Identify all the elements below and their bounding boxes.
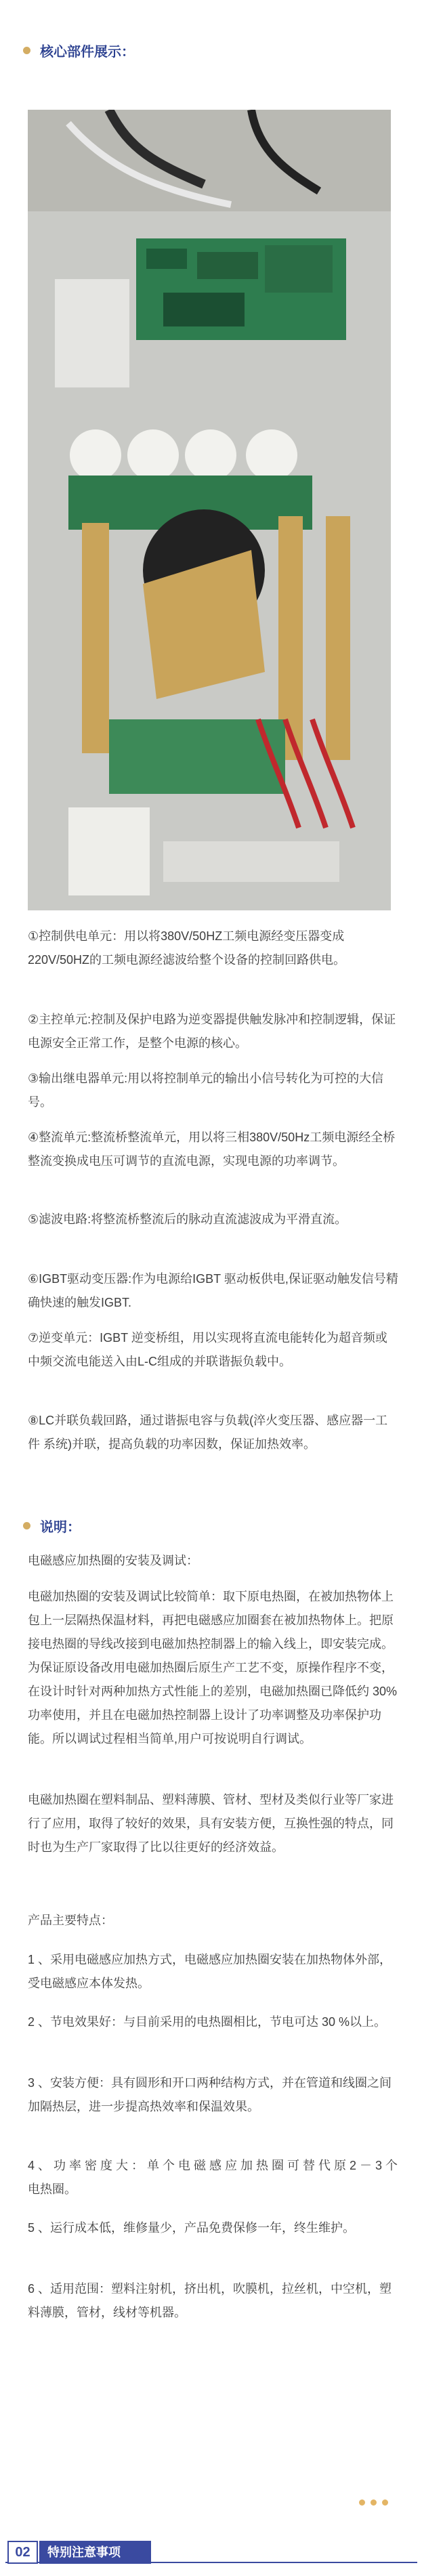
unit-6-text: ⑥IGBT驱动变压器:作为电源给IGBT 驱动板供电,保证驱动触发信号精确快速的触发IGBT. — [28, 1272, 398, 1309]
section-title: 核心部件展示： — [40, 45, 135, 60]
feature-4: 4 、 功 率 密 度 大 ： 单 个 电 磁 感 应 加 热 圈 可 替 代 原 2 － 3 个电热圈。 — [28, 2159, 398, 2196]
notes-install-text: 电磁加热圈的安装及调试比较简单：取下原电热圈，在被加热物体上包上一层隔热保温材料，再把电磁感应加圈套在被加热物体上。把原接电热圈的导线改接到电磁加热控制器上的输入线上，即安装完成。 为保证原设备改用电磁加热圈后原生产工艺不变，原操作程序不变，在设计时针对两种加热方式性能上的差别，电磁加热圈已降低约 30% 功率使用，并且在电磁加热控制器上设计了功率调整及功率保护功能。所以调试过程相当简单,用户可按说明自行调试。 — [28, 1590, 398, 1746]
footer-section-label: 特别注意事项 — [39, 2541, 151, 2564]
section-core-parts-header — [23, 41, 135, 60]
unit-4-text: ④整流单元:整流桥整流单元，用以将三相380V/50Hz工频电源经全桥整流变换成电压可调节的直流电源，实现电源的功率调节。 — [28, 1131, 396, 1168]
decorative-dots — [359, 2499, 388, 2506]
unit-2-text: ②主控单元:控制及保护电路为逆变器提供触发脉冲和控制逻辑，保证电源安全正常工作，是整个电源的核心。 — [28, 1013, 396, 1050]
unit-1-text: ①控制供电单元：用以将380V/50HZ工频电源经变压器变成220V/50HZ的工频电源经滤波给整个设备的控制回路供电。 — [28, 929, 346, 967]
features-title: 产品主要特点： — [28, 1914, 113, 1927]
footer-section-number: 02 — [7, 2541, 38, 2564]
feature-1: 1 、采用电磁感应加热方式，电磁感应加热圈安装在加热物体外部，受电磁感应本体发热。 — [28, 1953, 392, 1990]
notes-heading: 电磁感应加热圈的安装及调试： — [28, 1554, 198, 1567]
section-notes-header — [23, 1516, 81, 1536]
section-title: 说明： — [40, 1520, 81, 1535]
unit-8-text: ⑧LC并联负载回路，通过谐振电容与负载(淬火变压器、感应器一工件 系统)并联，提高负载的功率因数，保证加热效率。 — [28, 1414, 388, 1451]
board-illustration — [28, 110, 391, 910]
feature-5: 5 、运行成本低，维修量少，产品免费保修一年，终生维护。 — [28, 2221, 356, 2235]
unit-5-text: ⑤滤波电路:将整流桥整流后的脉动直流滤波成为平滑直流。 — [28, 1212, 347, 1226]
bullet-dot-icon — [23, 47, 30, 54]
feature-3: 3 、安装方便：具有圆形和开口两种结构方式，并在管道和线圈之间加隔热层，进一步提高热效率和保温效果。 — [28, 2076, 392, 2113]
feature-2: 2 、节电效果好：与目前采用的电热圈相比，节电可达 30 %以上。 — [28, 2015, 387, 2029]
power-supply-board-photo — [28, 110, 391, 910]
bullet-dot-icon — [23, 1522, 30, 1529]
unit-7-text: ⑦逆变单元：IGBT 逆变桥组，用以实现将直流电能转化为超音频或中频交流电能送入由L-C组成的并联谐振负载中。 — [28, 1331, 387, 1368]
dot-icon — [359, 2499, 365, 2506]
unit-3-text: ③输出继电器单元:用以将控制单元的输出小信号转化为可控的大信号。 — [28, 1072, 384, 1109]
dot-icon — [371, 2499, 377, 2506]
notes-application-text: 电磁加热圈在塑料制品、塑料薄膜、管材、型材及类似行业等厂家进行了应用，取得了较好的效果，具有安装方便，互换性强的特点，同时也为生产厂家取得了比以往更好的经济效益。 — [28, 1793, 394, 1854]
feature-6: 6 、适用范围：塑料注射机，挤出机，吹膜机，拉丝机，中空机，塑料薄膜，管材，线材等机器。 — [28, 2282, 392, 2319]
dot-icon — [382, 2499, 388, 2506]
